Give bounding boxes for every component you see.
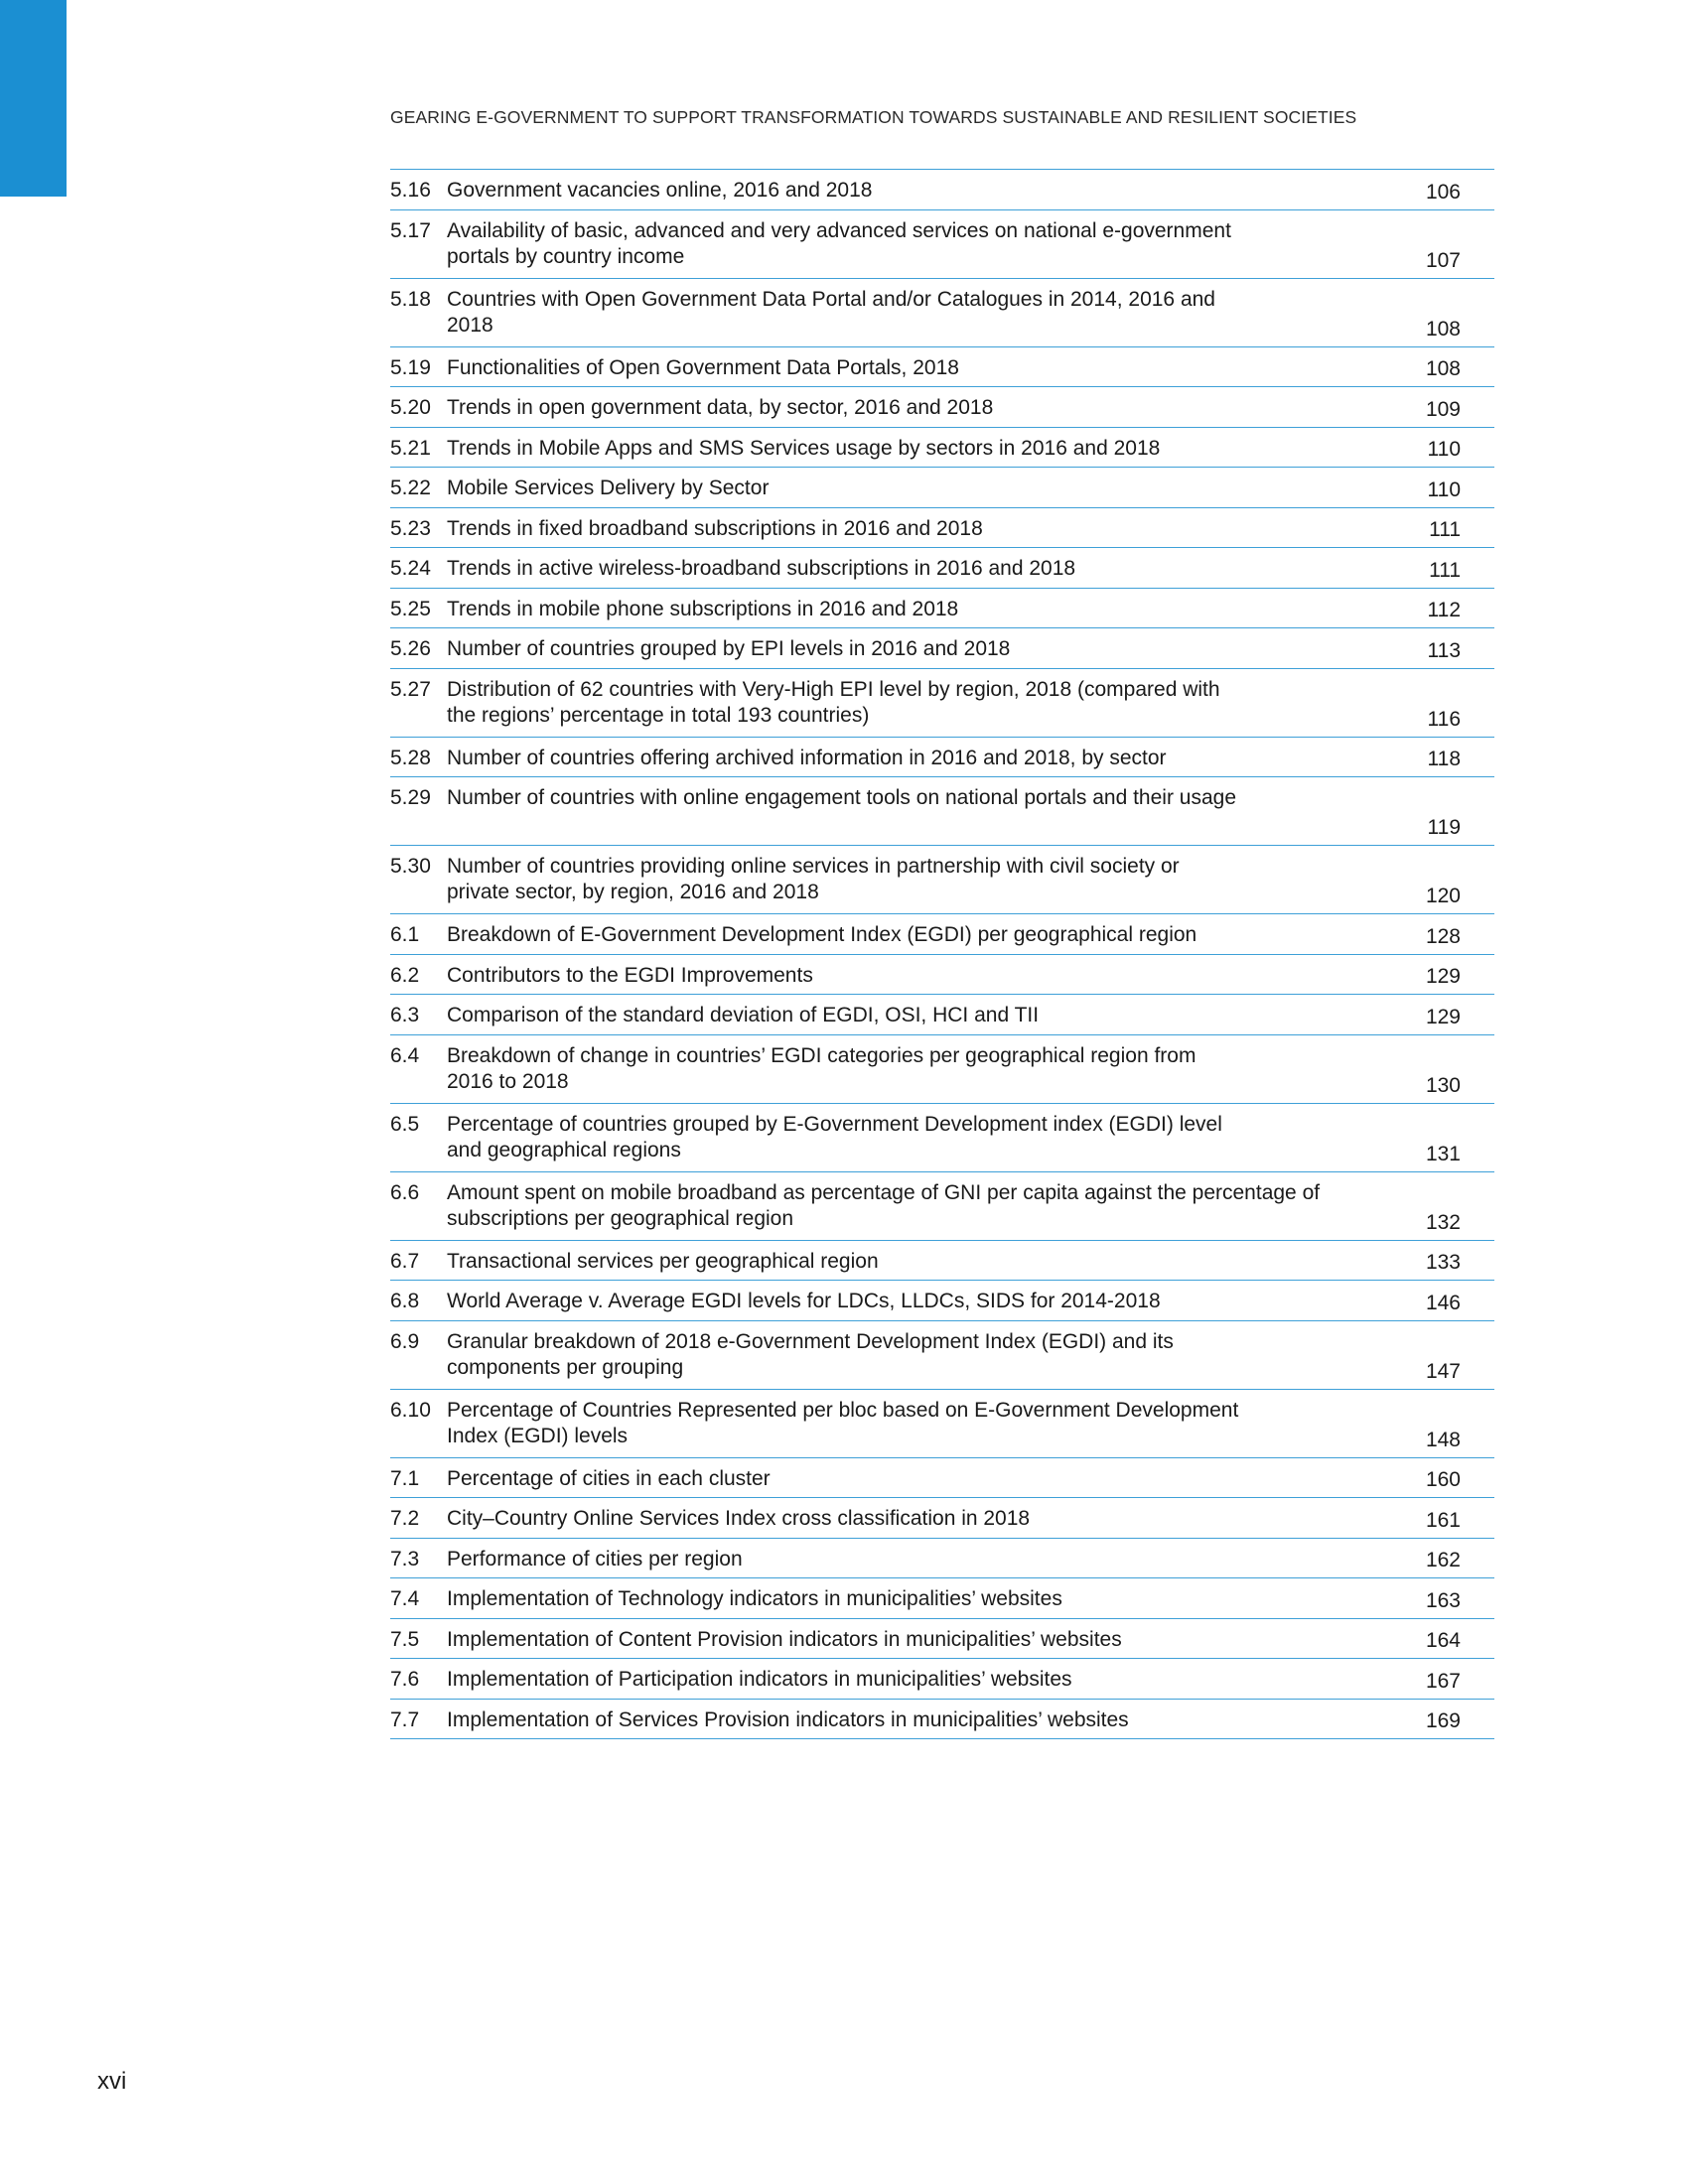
- toc-entry-5-17[interactable]: [390, 210, 1494, 279]
- toc-entry-number: 6.7: [390, 1249, 420, 1273]
- toc-entry-number: 6.4: [390, 1043, 420, 1067]
- toc-entry-page: 109: [1425, 397, 1461, 421]
- toc-entry-title: Contributors to the EGDI Improvements: [447, 963, 813, 987]
- toc-entry-number: 6.6: [390, 1180, 420, 1204]
- toc-entry-page: 110: [1427, 478, 1461, 501]
- toc-entry-5-21[interactable]: [390, 428, 1494, 469]
- toc-entry-title: Implementation of Participation indicators in municipalities’ websites: [447, 1668, 1072, 1691]
- toc-entry-6-1[interactable]: [390, 914, 1494, 955]
- toc-entry-number: 5.20: [390, 396, 431, 419]
- toc-entry-number: 5.26: [390, 637, 431, 660]
- toc-entry-title: Implementation of Content Provision indicators in municipalities’ websites: [447, 1627, 1122, 1651]
- toc-entry-title: Trends in Mobile Apps and SMS Services usage by sectors in 2016 and 2018: [447, 436, 1161, 460]
- toc-entry-page: 169: [1425, 1709, 1461, 1732]
- toc-entry-page: 116: [1427, 707, 1461, 731]
- toc-entry-page: 146: [1425, 1291, 1461, 1314]
- toc-entry-page: 129: [1425, 1005, 1461, 1028]
- toc-entry-number: 6.1: [390, 923, 420, 946]
- toc-entry-number: 5.19: [390, 355, 431, 379]
- toc-entry-title: Implementation of Services Provision indicators in municipalities’ websites: [447, 1707, 1129, 1731]
- toc-entry-6-4[interactable]: [390, 1035, 1494, 1104]
- toc-entry-7-5[interactable]: [390, 1619, 1494, 1660]
- toc-entry-title: Transactional services per geographical region: [447, 1249, 879, 1273]
- toc-entry-title: World Average v. Average EGDI levels for LDCs, LLDCs, SIDS for 2014-2018: [447, 1290, 1161, 1312]
- toc-entry-number: 5.23: [390, 516, 431, 540]
- toc-entry-5-28[interactable]: [390, 738, 1494, 778]
- toc-entry-title: Amount spent on mobile broadband as percentage of GNI per capita against the percentage of subscriptions per geographical region: [447, 1180, 1321, 1230]
- toc-entry-page: 161: [1425, 1508, 1461, 1532]
- toc-entry-page: 111: [1429, 518, 1461, 541]
- toc-entry-number: 5.27: [390, 677, 431, 701]
- toc-entry-7-7[interactable]: [390, 1700, 1494, 1740]
- toc-entry-number: 6.3: [390, 1004, 420, 1026]
- toc-entry-title: Percentage of countries grouped by E-Government Development index (EGDI) level and geographical regions: [447, 1112, 1222, 1161]
- toc-entry-5-26[interactable]: [390, 628, 1494, 669]
- toc-entry-title: Distribution of 62 countries with Very-High EPI level by region, 2018 (compared with the regions’ percentage in total 193 countries): [447, 677, 1220, 727]
- table-of-figures: [390, 169, 1494, 1739]
- toc-entry-page: 129: [1425, 965, 1461, 988]
- toc-entry-number: 6.2: [390, 963, 420, 987]
- toc-entry-6-9[interactable]: [390, 1321, 1494, 1390]
- toc-entry-6-2[interactable]: [390, 955, 1494, 996]
- toc-entry-title: Breakdown of change in countries’ EGDI categories per geographical region from 2016 to 2018: [447, 1043, 1196, 1093]
- toc-entry-title: Government vacancies online, 2016 and 2018: [447, 179, 873, 202]
- toc-entry-title: Countries with Open Government Data Portal and/or Catalogues in 2014, 2016 and 2018: [447, 287, 1215, 337]
- toc-entry-page: 148: [1425, 1428, 1461, 1451]
- toc-entry-number: 7.5: [390, 1627, 420, 1651]
- toc-entry-5-19[interactable]: [390, 347, 1494, 388]
- toc-entry-page: 118: [1427, 748, 1461, 770]
- toc-entry-page: 130: [1425, 1073, 1461, 1097]
- toc-entry-number: 5.21: [390, 436, 431, 460]
- toc-entry-title: Granular breakdown of 2018 e-Government Development Index (EGDI) and its components per grouping: [447, 1329, 1174, 1379]
- toc-entry-number: 7.1: [390, 1466, 420, 1490]
- toc-entry-5-25[interactable]: [390, 589, 1494, 629]
- toc-entry-title: Breakdown of E-Government Development Index (EGDI) per geographical region: [447, 923, 1197, 946]
- toc-entry-number: 7.4: [390, 1587, 420, 1610]
- toc-entry-5-29[interactable]: [390, 777, 1494, 846]
- toc-entry-title: Percentage of cities in each cluster: [447, 1466, 771, 1490]
- toc-entry-page: 107: [1425, 248, 1461, 272]
- corner-color-tab: [0, 0, 67, 197]
- toc-entry-number: 6.9: [390, 1329, 420, 1353]
- toc-entry-page: 110: [1427, 438, 1461, 461]
- toc-entry-number: 5.30: [390, 855, 431, 878]
- toc-entry-title: Implementation of Technology indicators in municipalities’ websites: [447, 1587, 1062, 1610]
- toc-entry-number: 5.28: [390, 746, 431, 769]
- toc-entry-number: 5.22: [390, 477, 431, 499]
- toc-entry-title: Number of countries grouped by EPI levels in 2016 and 2018: [447, 637, 1011, 660]
- toc-entry-7-1[interactable]: [390, 1458, 1494, 1499]
- toc-entry-number: 7.2: [390, 1507, 420, 1530]
- toc-entry-page: 108: [1425, 357, 1461, 380]
- toc-entry-number: 5.17: [390, 218, 431, 242]
- toc-entry-6-7[interactable]: [390, 1241, 1494, 1282]
- toc-entry-number: 5.18: [390, 287, 431, 311]
- toc-entry-5-16[interactable]: [390, 170, 1494, 210]
- toc-entry-page: 147: [1425, 1359, 1461, 1383]
- toc-entry-number: 5.16: [390, 179, 431, 202]
- toc-entry-7-2[interactable]: [390, 1498, 1494, 1539]
- toc-entry-7-4[interactable]: [390, 1578, 1494, 1619]
- toc-entry-title: Trends in open government data, by sector, 2016 and 2018: [447, 396, 994, 419]
- toc-entry-title: Percentage of Countries Represented per bloc based on E-Government Development Index (EGDI) levels: [447, 1398, 1239, 1447]
- toc-entry-title: City–Country Online Services Index cross classification in 2018: [447, 1507, 1031, 1530]
- toc-entry-page: 120: [1425, 885, 1461, 907]
- toc-entry-6-5[interactable]: [390, 1104, 1494, 1172]
- toc-entry-5-18[interactable]: [390, 279, 1494, 347]
- toc-entry-number: 5.29: [390, 786, 431, 809]
- toc-entry-number: 6.10: [390, 1398, 431, 1422]
- toc-entry-5-24[interactable]: [390, 548, 1494, 589]
- toc-entry-page: 167: [1425, 1669, 1461, 1693]
- toc-entry-page: 160: [1425, 1468, 1461, 1491]
- toc-entry-title: Mobile Services Delivery by Sector: [447, 477, 770, 499]
- toc-entry-7-6[interactable]: [390, 1659, 1494, 1700]
- toc-entry-5-22[interactable]: [390, 468, 1494, 508]
- toc-entry-6-8[interactable]: [390, 1281, 1494, 1321]
- toc-entry-6-3[interactable]: [390, 995, 1494, 1035]
- toc-entry-number: 7.6: [390, 1668, 420, 1691]
- toc-entry-title: Trends in active wireless-broadband subscriptions in 2016 and 2018: [447, 557, 1076, 580]
- toc-entry-title: Number of countries providing online services in partnership with civil society or private sector, by region, 2016 and 2018: [447, 855, 1180, 903]
- toc-entry-page: 164: [1425, 1629, 1461, 1652]
- toc-entry-page: 132: [1425, 1210, 1461, 1234]
- toc-entry-page: 106: [1425, 180, 1461, 204]
- toc-entry-title: Number of countries with online engagement tools on national portals and their usage: [447, 786, 1236, 809]
- toc-entry-number: 6.5: [390, 1112, 420, 1136]
- toc-entry-number: 5.24: [390, 557, 431, 580]
- toc-entry-page: 119: [1427, 816, 1461, 839]
- toc-entry-6-10[interactable]: [390, 1390, 1494, 1458]
- toc-entry-number: 6.8: [390, 1290, 420, 1312]
- toc-entry-title: Functionalities of Open Government Data Portals, 2018: [447, 355, 959, 379]
- toc-entry-page: 128: [1425, 924, 1461, 948]
- toc-entry-page: 113: [1427, 638, 1461, 662]
- toc-entry-number: 5.25: [390, 597, 431, 620]
- toc-entry-6-6[interactable]: [390, 1172, 1494, 1241]
- toc-entry-title: Number of countries offering archived information in 2016 and 2018, by sector: [447, 746, 1167, 769]
- toc-entry-5-30[interactable]: [390, 846, 1494, 914]
- toc-entry-title: Trends in fixed broadband subscriptions in 2016 and 2018: [447, 516, 983, 540]
- toc-entry-page: 163: [1425, 1588, 1461, 1612]
- toc-entry-page: 112: [1427, 599, 1461, 621]
- toc-entry-5-23[interactable]: [390, 508, 1494, 549]
- toc-entry-title: Availability of basic, advanced and very advanced services on national e-government portals by country income: [447, 218, 1231, 268]
- toc-entry-page: 133: [1425, 1251, 1461, 1274]
- toc-entry-title: Comparison of the standard deviation of EGDI, OSI, HCI and TII: [447, 1004, 1040, 1026]
- toc-entry-page: 131: [1425, 1142, 1461, 1165]
- toc-entry-title: Trends in mobile phone subscriptions in 2016 and 2018: [447, 597, 959, 620]
- running-header: GEARING E-GOVERNMENT TO SUPPORT TRANSFORMATION TOWARDS SUSTAINABLE AND RESILIENT SOCIETIES: [390, 107, 1357, 127]
- toc-entry-page: 162: [1425, 1549, 1461, 1571]
- toc-entry-number: 7.7: [390, 1707, 420, 1731]
- toc-entry-page: 111: [1429, 558, 1461, 582]
- toc-entry-7-3[interactable]: [390, 1539, 1494, 1579]
- toc-entry-page: 108: [1425, 317, 1461, 341]
- page-number: xvi: [97, 2068, 127, 2095]
- toc-entry-number: 7.3: [390, 1547, 420, 1570]
- toc-entry-title: Performance of cities per region: [447, 1547, 743, 1570]
- toc-entry-5-27[interactable]: [390, 669, 1494, 738]
- toc-entry-5-20[interactable]: [390, 387, 1494, 428]
